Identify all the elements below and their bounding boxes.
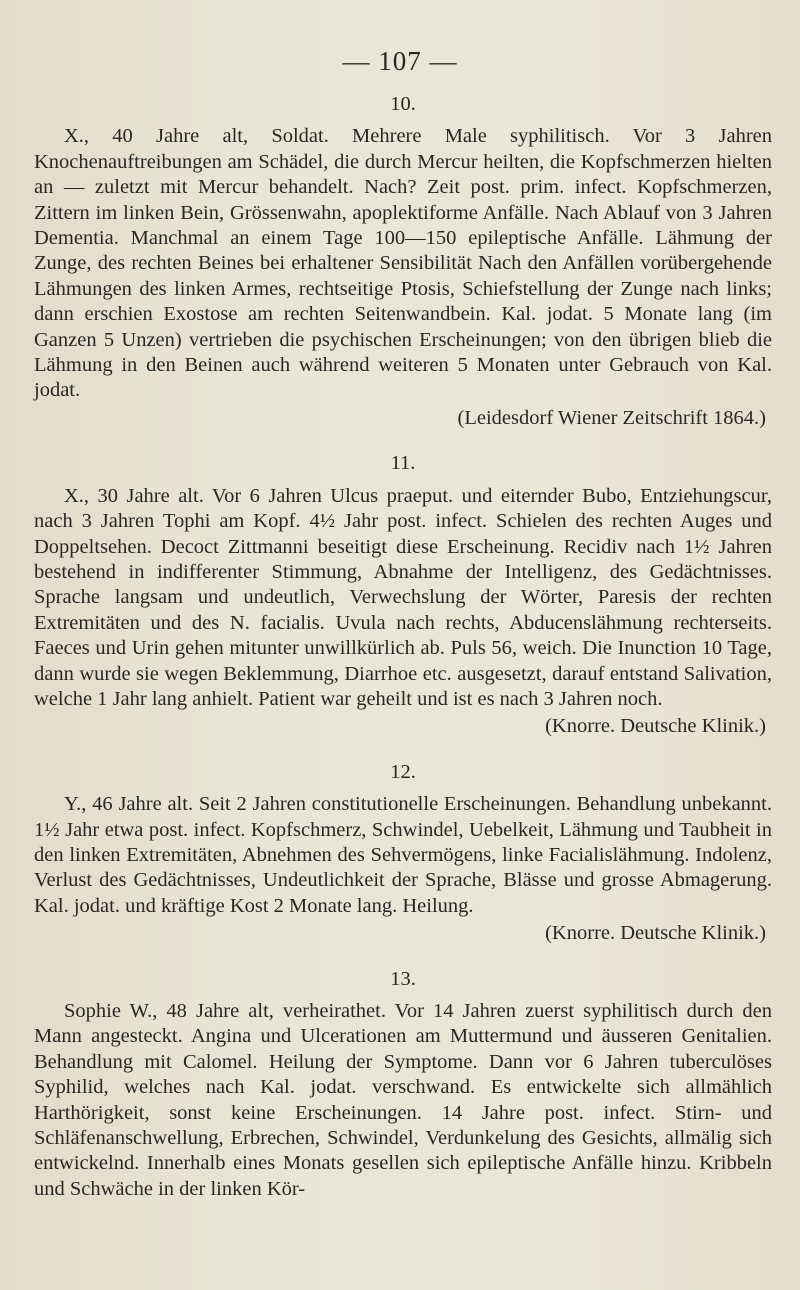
- case-number: 13.: [390, 967, 416, 990]
- case-13: [34, 967, 772, 1203]
- case-10: [34, 92, 772, 431]
- case-text: Sophie W., 48 Jahre alt, verheirathet. Vor 14 Jahren zuerst syphilitisch durch den Mann angesteckt. Angina und Ulcerationen am Muttermund und äusseren Genitalien. Behandlung mit Calomel. Heilung der Symptome. Dann vor 6 Jahren tuberculöses Syphilid, welches nach Kal. jodat. verschwand. Es entwickelte sich allmählich Harthörigkeit, sonst keine Erscheinungen. 14 Jahre post. infect. Stirn- und Schläfenanschwellung, Erbrechen, Schwindel, Verdunkelung des Gesichts, allmälig sich entwickelnd. Innerhalb eines Monats gesellen sich epileptische Anfälle hinzu. Kribbeln und Schwäche in der linken Kör-: [34, 1000, 772, 1200]
- case-number: 11.: [390, 452, 416, 475]
- case-source: (Knorre. Deutsche Klinik.): [545, 715, 766, 738]
- case-text: X., 30 Jahre alt. Vor 6 Jahren Ulcus praeput. und eiternder Bubo, Entziehungscur, nach 3 Jahren Tophi am Kopf. 4½ Jahr post. infect. Schielen des rechten Auges und Doppeltsehen. Decoct Zittmanni beseitigt diese Erscheinung. Recidiv nach 1½ Jahren bestehend in indifferenter Stimmung, Abnahme der Intelligenz, des Gedächtnisses. Sprache langsam und undeutlich, Verwechslung der Wörter, Paresis der rechten Extremitäten und des N. facialis. Uvula nach rechts, Abducenslähmung rechterseits. Faeces und Urin gehen mitunter unwillkürlich ab. Puls 56, weich. Die Inunction 10 Tage, dann wurde sie wegen Beklemmung, Diarrhoe etc. ausgesetzt, darauf entstand Salivation, welche 1 Jahr lang anhielt. Patient war geheilt und ist es nach 3 Jahren noch.: [34, 484, 772, 710]
- page-number: — 107 —: [342, 46, 458, 76]
- page-body: [34, 92, 772, 1202]
- case-11: [34, 451, 772, 739]
- case-number: 12.: [390, 760, 416, 783]
- case-number: 10.: [390, 93, 416, 115]
- case-text: X., 40 Jahre alt, Soldat. Mehrere Male syphilitisch. Vor 3 Jahren Knochenauftreibungen am Schädel, die durch Mercur heilten, die Kopfschmerzen hielten an — zuletzt mit Mercur behandelt. Nach? Zeit post. prim. infect. Kopfschmerzen, Zittern im linken Bein, Grössenwahn, apoplektiforme Anfälle. Nach Ablauf von 3 Jahren Dementia. Manchmal an einem Tage 100—150 epileptische Anfälle. Lähmung der Zunge, des rechten Beines bei erhaltener Sensibilität Nach den Anfällen vorübergehende Lähmungen des linken Armes, rechtseitige Ptosis, Schiefstellung der Zunge nach links; dann erschien Exostose am rechten Seitenwandbein. Kal. jodat. 5 Monate lang (im Ganzen 5 Unzen) vertrieben die psychischen Erscheinungen; von den übrigen blieb die Lähmung in den Beinen auch während weiteren 5 Monaten unter Gebrauch von Kal. jodat.: [34, 125, 772, 402]
- case-source: (Leidesdorf Wiener Zeitschrift 1864.): [457, 406, 766, 429]
- case-text: Y., 46 Jahre alt. Seit 2 Jahren constitutionelle Erscheinungen. Behandlung unbekannt. 1½ Jahr etwa post. infect. Kopfschmerz, Schwindel, Uebelkeit, Lähmung und Taubheit in den linken Extremitäten, Abnehmen des Sehvermögens, linke Facialislähmung. Indolenz, Verlust des Gedächtnisses, Undeutlichkeit der Sprache, Blässe und grosse Abmagerung. Kal. jodat. und kräftige Kost 2 Monate lang. Heilung.: [34, 793, 772, 917]
- case-12: [34, 760, 772, 947]
- case-source: (Knorre. Deutsche Klinik.): [545, 922, 766, 945]
